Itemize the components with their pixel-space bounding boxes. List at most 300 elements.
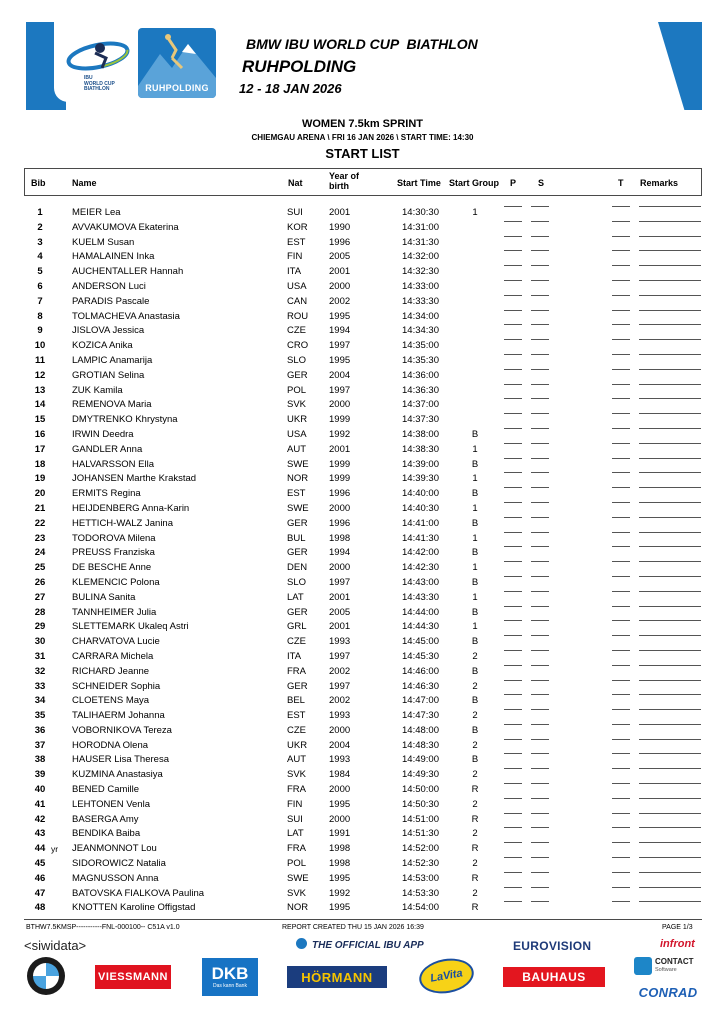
bib-cell: 16	[34, 428, 46, 440]
remarks-blank	[639, 591, 701, 592]
dkb-logo	[202, 958, 258, 996]
nation-cell: UKR	[287, 739, 308, 751]
start-group-cell: 2	[472, 710, 478, 722]
prone-blank	[504, 783, 522, 784]
table-row	[0, 872, 725, 887]
standing-blank	[531, 739, 549, 740]
year-of-birth-cell: 2002	[329, 665, 351, 677]
athlete-name: MAGNUSSON Anna	[72, 872, 159, 884]
athlete-name: TODOROVA Milena	[72, 532, 156, 544]
nation-cell: BUL	[287, 532, 306, 544]
year-of-birth-cell: 1992	[329, 428, 351, 440]
nation-cell: SWE	[287, 502, 309, 514]
remarks-blank	[639, 813, 701, 814]
athlete-name: HAMALAINEN Inka	[72, 251, 155, 263]
total-blank	[612, 339, 630, 340]
table-row	[0, 324, 725, 339]
start-time-cell: 14:33:30	[402, 295, 439, 307]
bib-cell: 22	[34, 517, 46, 529]
bib-cell: 32	[34, 665, 46, 677]
remarks-blank	[639, 739, 701, 740]
table-row	[0, 591, 725, 606]
total-blank	[612, 739, 630, 740]
year-of-birth-cell: 2001	[329, 443, 351, 455]
standing-blank	[531, 369, 549, 370]
total-blank	[612, 265, 630, 266]
start-time-cell: 14:40:00	[402, 488, 439, 500]
remarks-blank	[639, 724, 701, 725]
year-of-birth-cell: 1997	[329, 650, 351, 662]
standing-blank	[531, 532, 549, 533]
year-of-birth-cell: 1990	[329, 221, 351, 233]
year-of-birth-cell: 1997	[329, 576, 351, 588]
total-blank	[612, 827, 630, 828]
remarks-blank	[639, 458, 701, 459]
standing-blank	[531, 221, 549, 222]
athlete-name: AUCHENTALLER Hannah	[72, 266, 184, 278]
nation-cell: AUT	[287, 754, 306, 766]
athlete-name: HORODNA Olena	[72, 739, 149, 751]
col-bib: Bib	[31, 178, 46, 188]
bib-cell: 37	[34, 739, 46, 751]
nation-cell: SLO	[287, 576, 307, 588]
athlete-name: ZUK Kamila	[72, 384, 123, 396]
total-blank	[612, 546, 630, 547]
year-of-birth-cell: 2000	[329, 502, 351, 514]
year-of-birth-cell: 1995	[329, 902, 351, 914]
remarks-blank	[639, 842, 701, 843]
ruhpolding-logo	[138, 28, 216, 98]
start-group-cell: 1	[472, 473, 478, 485]
prone-blank	[504, 842, 522, 843]
nation-cell: POL	[287, 384, 307, 396]
table-row	[0, 546, 725, 561]
year-of-birth-cell: 2005	[329, 251, 351, 263]
ibu-app-icon	[296, 938, 307, 949]
bib-cell: 14	[34, 399, 46, 411]
nation-cell: USA	[287, 428, 307, 440]
bib-cell: 12	[34, 369, 46, 381]
remarks-blank	[639, 384, 701, 385]
standing-blank	[531, 398, 549, 399]
start-group-cell: B	[471, 606, 479, 618]
start-time-cell: 14:45:30	[402, 650, 439, 662]
bib-cell: 6	[37, 280, 43, 292]
nation-cell: EST	[287, 710, 306, 722]
standing-blank	[531, 650, 549, 651]
bib-cell: 3	[37, 236, 43, 248]
total-blank	[612, 221, 630, 222]
year-of-birth-cell: 1995	[329, 798, 351, 810]
standing-blank	[531, 872, 549, 873]
lavita-logo: LaVita	[416, 954, 476, 997]
year-of-birth-cell: 1993	[329, 636, 351, 648]
viessmann-logo: VIESSMANN	[95, 965, 171, 989]
athlete-name: KUELM Susan	[72, 236, 135, 248]
start-time-cell: 14:43:30	[402, 591, 439, 603]
athlete-name: SLETTEMARK Ukaleq Astri	[72, 621, 189, 633]
athlete-name: HEIJDENBERG Anna-Karin	[72, 502, 190, 514]
table-row	[0, 354, 725, 369]
prone-blank	[504, 724, 522, 725]
report-code: BTHW7.5KMSP-----------FNL-000100-- C51A v1.0	[26, 924, 180, 931]
nation-cell: LAT	[287, 828, 304, 840]
bib-cell: 5	[37, 266, 43, 278]
start-time-cell: 14:33:00	[402, 280, 439, 292]
year-of-birth-cell: 1994	[329, 325, 351, 337]
prone-blank	[504, 709, 522, 710]
table-row	[0, 339, 725, 354]
start-time-cell: 14:51:30	[402, 828, 439, 840]
year-of-birth-cell: 1999	[329, 473, 351, 485]
remarks-blank	[639, 487, 701, 488]
total-blank	[612, 724, 630, 725]
athlete-name: MEIER Lea	[72, 207, 121, 218]
total-blank	[612, 591, 630, 592]
bib-cell: 30	[34, 636, 46, 648]
athlete-name: BENED Camille	[72, 784, 140, 796]
prone-blank	[504, 872, 522, 873]
nation-cell: SVK	[287, 399, 307, 411]
nation-cell: DEN	[287, 562, 308, 574]
remarks-blank	[639, 206, 701, 207]
bib-cell: 1	[37, 207, 43, 218]
table-row	[0, 739, 725, 754]
standing-blank	[531, 310, 549, 311]
table-row	[0, 901, 725, 916]
athlete-name: TOLMACHEVA Anastasia	[72, 310, 180, 322]
competition-series: BMW IBU WORLD CUP BIATHLON	[246, 36, 478, 52]
start-group-cell: R	[471, 784, 479, 796]
prone-blank	[504, 443, 522, 444]
start-group-cell: 1	[472, 562, 478, 574]
remarks-blank	[639, 354, 701, 355]
prone-blank	[504, 768, 522, 769]
bib-cell: 11	[34, 354, 46, 366]
total-blank	[612, 753, 630, 754]
start-time-cell: 14:38:30	[402, 443, 439, 455]
total-blank	[612, 428, 630, 429]
athlete-name: BENDIKA Baiba	[72, 828, 141, 840]
prone-blank	[504, 620, 522, 621]
total-blank	[612, 472, 630, 473]
standing-blank	[531, 813, 549, 814]
athlete-name: TALIHAERM Johanna	[72, 710, 165, 722]
standing-blank	[531, 472, 549, 473]
bib-cell: 21	[34, 502, 46, 514]
athlete-name: GROTIAN Selina	[72, 369, 145, 381]
year-of-birth-cell: 1996	[329, 488, 351, 500]
standing-blank	[531, 635, 549, 636]
table-row	[0, 295, 725, 310]
dkb-wordmark: DKB	[211, 964, 249, 983]
remarks-blank	[639, 635, 701, 636]
prone-blank	[504, 680, 522, 681]
total-blank	[612, 384, 630, 385]
year-of-birth-cell: 2000	[329, 562, 351, 574]
year-of-birth-cell: 2004	[329, 739, 351, 751]
header-band-right	[658, 22, 702, 110]
total-blank	[612, 324, 630, 325]
start-group-cell: R	[471, 902, 479, 914]
contact-icon	[634, 957, 652, 975]
hormann-logo: HÖRMANN	[287, 966, 387, 988]
start-time-cell: 14:31:00	[402, 221, 439, 233]
standing-blank	[531, 250, 549, 251]
col-total: T	[618, 178, 624, 188]
nation-cell: EST	[287, 236, 306, 248]
table-row	[0, 753, 725, 768]
dkb-tagline: Das kann Bank	[213, 983, 247, 989]
start-group-cell: B	[471, 695, 479, 707]
total-blank	[612, 606, 630, 607]
nation-cell: GER	[287, 606, 308, 618]
remarks-blank	[639, 472, 701, 473]
start-time-cell: 14:54:00	[402, 902, 439, 914]
prone-blank	[504, 887, 522, 888]
nation-cell: ROU	[287, 310, 309, 322]
table-row	[0, 842, 725, 857]
standing-blank	[531, 753, 549, 754]
athlete-name: PARADIS Pascale	[72, 295, 150, 307]
standing-blank	[531, 901, 549, 902]
standing-blank	[531, 768, 549, 769]
table-row	[0, 413, 725, 428]
nation-cell: FRA	[287, 665, 306, 677]
bib-cell: 34	[34, 695, 46, 707]
nation-cell: USA	[287, 280, 307, 292]
total-blank	[612, 443, 630, 444]
standing-blank	[531, 680, 549, 681]
start-time-cell: 14:47:00	[402, 695, 439, 707]
table-row	[0, 265, 725, 280]
athlete-name: CHARVATOVA Lucie	[72, 636, 160, 648]
nation-cell: FRA	[287, 784, 306, 796]
start-list-title: START LIST	[325, 146, 400, 161]
standing-blank	[531, 428, 549, 429]
remarks-blank	[639, 694, 701, 695]
nation-cell: CZE	[287, 325, 306, 337]
bmw-roundel-icon	[33, 963, 59, 989]
athlete-name: TANNHEIMER Julia	[72, 606, 157, 618]
bib-cell: 27	[34, 591, 46, 603]
total-blank	[612, 250, 630, 251]
bauhaus-logo: BAUHAUS	[503, 967, 605, 987]
col-start-time: Start Time	[397, 178, 441, 188]
year-of-birth-cell: 1997	[329, 340, 351, 352]
start-list-table	[0, 206, 725, 916]
ibu-swoosh-icon	[62, 34, 132, 78]
remarks-blank	[639, 665, 701, 666]
table-row	[0, 680, 725, 695]
start-time-cell: 14:50:00	[402, 784, 439, 796]
table-row	[0, 502, 725, 517]
total-blank	[612, 650, 630, 651]
remarks-blank	[639, 280, 701, 281]
remarks-blank	[639, 872, 701, 873]
start-time-cell: 14:45:00	[402, 636, 439, 648]
ibu-app-logo	[296, 938, 424, 951]
prone-blank	[504, 502, 522, 503]
total-blank	[612, 635, 630, 636]
standing-blank	[531, 842, 549, 843]
nation-cell: AUT	[287, 443, 306, 455]
athlete-name: BASERGA Amy	[72, 813, 139, 825]
prone-blank	[504, 280, 522, 281]
nation-cell: CRO	[287, 340, 309, 352]
table-row	[0, 635, 725, 650]
total-blank	[612, 310, 630, 311]
table-row	[0, 206, 725, 221]
start-time-cell: 14:41:30	[402, 532, 439, 544]
year-of-birth-cell: 2000	[329, 724, 351, 736]
event-dates: 12 - 18 JAN 2026	[239, 81, 342, 96]
athlete-name: KUZMINA Anastasiya	[72, 769, 163, 781]
nation-cell: CZE	[287, 636, 306, 648]
prone-blank	[504, 561, 522, 562]
remarks-blank	[639, 428, 701, 429]
total-blank	[612, 842, 630, 843]
nation-cell: GER	[287, 517, 308, 529]
remarks-blank	[639, 561, 701, 562]
start-time-cell: 14:32:30	[402, 266, 439, 278]
start-group-cell: B	[471, 665, 479, 677]
table-row	[0, 650, 725, 665]
start-group-cell: 1	[472, 532, 478, 544]
total-blank	[612, 768, 630, 769]
remarks-blank	[639, 310, 701, 311]
remarks-blank	[639, 798, 701, 799]
year-of-birth-cell: 1999	[329, 414, 351, 426]
athlete-name: PREUSS Franziska	[72, 547, 155, 559]
standing-blank	[531, 443, 549, 444]
nation-cell: KOR	[287, 221, 308, 233]
standing-blank	[531, 339, 549, 340]
nation-cell: LAT	[287, 591, 304, 603]
athlete-name: BATOVSKA FIALKOVA Paulina	[72, 887, 205, 899]
bib-cell: 28	[34, 606, 46, 618]
start-time-cell: 14:51:00	[402, 813, 439, 825]
bib-cell: 25	[34, 562, 46, 574]
start-time-cell: 14:49:30	[402, 769, 439, 781]
start-group-cell: 2	[472, 769, 478, 781]
year-of-birth-cell: 1993	[329, 754, 351, 766]
athlete-name: CARRARA Michela	[72, 650, 154, 662]
remarks-blank	[639, 295, 701, 296]
bib-cell: 8	[37, 310, 43, 322]
athlete-name: DMYTRENKO Khrystyna	[72, 414, 178, 426]
prone-blank	[504, 606, 522, 607]
standing-blank	[531, 724, 549, 725]
nation-cell: GRL	[287, 621, 307, 633]
year-of-birth-cell: 2000	[329, 784, 351, 796]
athlete-name: ERMITS Regina	[72, 488, 141, 500]
total-blank	[612, 887, 630, 888]
table-row	[0, 709, 725, 724]
start-time-cell: 14:42:30	[402, 562, 439, 574]
table-row	[0, 798, 725, 813]
race-subtitle: CHIEMGAU ARENA \ FRI 16 JAN 2026 \ START TIME: 14:30	[251, 133, 474, 142]
prone-blank	[504, 827, 522, 828]
total-blank	[612, 354, 630, 355]
standing-blank	[531, 487, 549, 488]
bib-cell: 46	[34, 872, 46, 884]
start-time-cell: 14:53:30	[402, 887, 439, 899]
start-group-cell: 2	[472, 798, 478, 810]
bib-cell: 39	[34, 769, 46, 781]
prone-blank	[504, 428, 522, 429]
year-of-birth-cell: 2001	[329, 266, 351, 278]
athlete-name: ANDERSON Luci	[72, 280, 146, 292]
start-group-cell: B	[471, 547, 479, 559]
col-nat: Nat	[288, 178, 303, 188]
total-blank	[612, 620, 630, 621]
col-year-of-birth: Year of birth	[329, 171, 360, 191]
start-time-cell: 14:41:00	[402, 517, 439, 529]
prone-blank	[504, 591, 522, 592]
start-time-cell: 14:34:30	[402, 325, 439, 337]
nation-cell: GER	[287, 680, 308, 692]
prone-blank	[504, 753, 522, 754]
table-row	[0, 620, 725, 635]
yr-cell: yr	[51, 844, 59, 855]
total-blank	[612, 502, 630, 503]
start-time-cell: 14:35:30	[402, 354, 439, 366]
total-blank	[612, 458, 630, 459]
start-time-cell: 14:35:00	[402, 340, 439, 352]
prone-blank	[504, 265, 522, 266]
start-group-cell: B	[471, 754, 479, 766]
total-blank	[612, 295, 630, 296]
start-time-cell: 14:38:00	[402, 428, 439, 440]
year-of-birth-cell: 1997	[329, 384, 351, 396]
year-of-birth-cell: 1998	[329, 858, 351, 870]
year-of-birth-cell: 2002	[329, 295, 351, 307]
prone-blank	[504, 813, 522, 814]
prone-blank	[504, 324, 522, 325]
total-blank	[612, 532, 630, 533]
prone-blank	[504, 250, 522, 251]
col-prone: P	[510, 178, 517, 188]
start-time-cell: 14:46:00	[402, 665, 439, 677]
nation-cell: FRA	[287, 843, 306, 855]
table-row	[0, 857, 725, 872]
bib-cell: 36	[34, 724, 46, 736]
year-of-birth-cell: 2001	[329, 591, 351, 603]
year-of-birth-cell: 2000	[329, 399, 351, 411]
standing-blank	[531, 324, 549, 325]
contact-wordmark: CONTACT	[655, 957, 694, 966]
bib-cell: 31	[34, 650, 46, 662]
year-of-birth-cell: 1996	[329, 236, 351, 248]
prone-blank	[504, 694, 522, 695]
start-time-cell: 14:39:00	[402, 458, 439, 470]
start-group-cell: 2	[472, 650, 478, 662]
table-row	[0, 250, 725, 265]
remarks-blank	[639, 532, 701, 533]
prone-blank	[504, 635, 522, 636]
nation-cell: FIN	[287, 798, 303, 810]
total-blank	[612, 561, 630, 562]
contact-subtitle: Software	[655, 967, 677, 973]
start-time-cell: 14:36:00	[402, 369, 439, 381]
table-row	[0, 561, 725, 576]
start-time-cell: 14:30:30	[402, 207, 439, 218]
athlete-name: SIDOROWICZ Natalia	[72, 858, 166, 870]
eurovision-logo: EUROVISION	[513, 939, 592, 953]
remarks-blank	[639, 783, 701, 784]
bib-cell: 23	[34, 532, 46, 544]
